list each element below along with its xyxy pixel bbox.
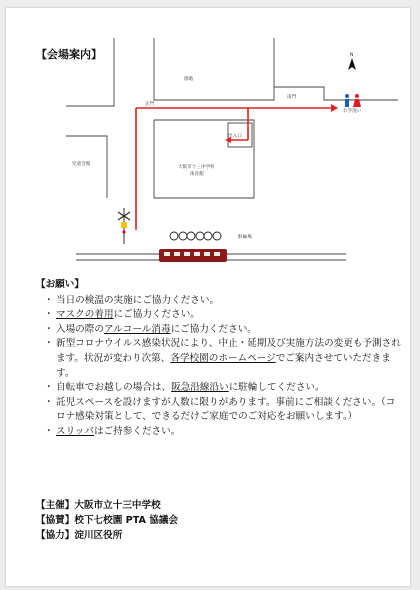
map-label-restroom: お手洗い — [343, 109, 362, 114]
request-item — [46, 396, 402, 425]
request-emphasis: マスクの着用 — [56, 309, 114, 321]
request-text: 自転車でお越しの場合は、 — [56, 382, 172, 394]
request-text: に駐輪してください。 — [228, 382, 325, 394]
request-item — [46, 337, 402, 381]
support-line: 【協力】淀川区役所 — [36, 529, 123, 541]
map-label-bike-parking: 駐輪場 — [238, 235, 252, 240]
request-item — [46, 381, 402, 396]
request-emphasis: スリッパ — [56, 425, 94, 437]
request-text: 当日の検温の実施にご協力ください。 — [56, 294, 220, 306]
request-text: にご協力ください。 — [170, 323, 257, 335]
request-text: にご協力ください。 — [113, 309, 200, 321]
document-page — [6, 8, 410, 586]
request-item — [46, 323, 402, 338]
building-outline-west — [66, 136, 107, 198]
map-label-gate-south: 南門 — [287, 95, 297, 100]
requests-section — [36, 278, 402, 440]
requests-list — [36, 294, 402, 440]
venue-heading: 【会場案内】 — [36, 48, 102, 61]
train-icon — [159, 249, 227, 262]
cooperation-line: 【協賛】校下七校園 PTA 協議会 — [36, 514, 179, 526]
organizer-info — [36, 499, 178, 543]
map-label-gym-line2: 体育館 — [190, 172, 204, 177]
request-emphasis: アルコール消毒 — [103, 323, 171, 335]
map-label-school-top: 園地 — [184, 77, 194, 82]
north-compass — [348, 52, 356, 70]
bicycle-icon — [170, 232, 221, 240]
building-outline-gym — [154, 120, 254, 198]
railroad-crossing-icon — [118, 208, 130, 244]
map-label-gate-front: 正門 — [145, 102, 155, 107]
map-label-kindergarten: 児童会館 — [72, 162, 91, 167]
request-text: 新型コロナウイルス感染状況により、中止・延期及び実施方法の変更も予測されます。状況が変わり次第、 — [56, 338, 401, 364]
request-text: でご案内させていただきます。 — [56, 352, 391, 379]
venue-map — [6, 8, 410, 278]
request-text: はご持参ください。 — [94, 425, 181, 437]
requests-title: 【お願い】 — [36, 279, 84, 290]
restroom-icon — [345, 94, 361, 107]
request-emphasis: 阪急沿線沿い — [171, 382, 229, 394]
request-text: 入場の際の — [56, 323, 104, 335]
request-item — [46, 425, 402, 440]
request-emphasis: 各学校園のホームページ — [170, 352, 276, 364]
request-item — [46, 294, 402, 309]
request-item — [46, 308, 402, 323]
map-label-gym-line1: 大阪市十三中学校 — [178, 165, 215, 170]
building-outline-top — [154, 38, 274, 100]
route-arrow-restroom — [331, 104, 338, 112]
request-text: 託児スペースを設けますが人数に限りがあります。事前にご相談ください。（コロナ感染対策として、できるだけご家庭でのご対応をお願いします。） — [56, 396, 396, 423]
building-outline-left — [66, 38, 114, 106]
host-line: 【主催】大阪市立十三中学校 — [36, 500, 161, 511]
map-label-entrance: 出入口 — [228, 134, 242, 139]
compass-label: N — [350, 53, 354, 58]
